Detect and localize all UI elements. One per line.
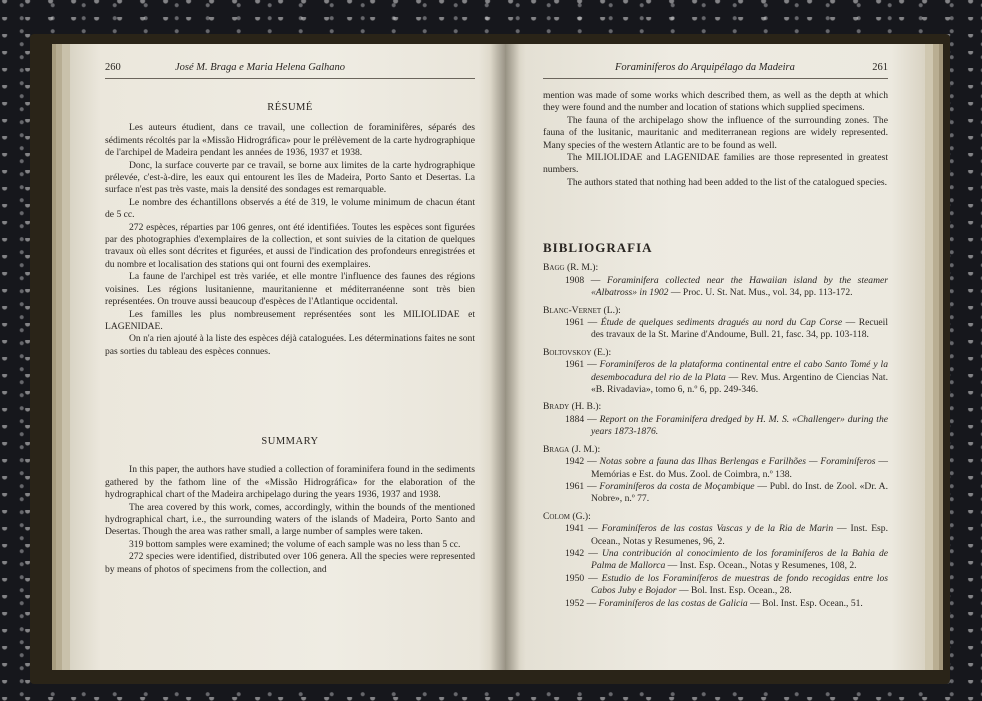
right-running-header — [543, 62, 888, 79]
bibliography-entry — [543, 359, 888, 396]
left-page-number: 260 — [105, 62, 121, 73]
summary-section — [105, 436, 475, 576]
bibliography-author: Colom (G.): — [543, 510, 591, 522]
entry-dash: — — [584, 274, 608, 286]
entry-title: Una contribución al conocimiento de los foraminíferos de la Bahia de Palma de Mallorca — [591, 547, 888, 572]
entry-year: 1884 — [565, 413, 585, 425]
summary-paragraph: The authors stated that nothing had been added to the list of the catalogued species. — [567, 176, 887, 188]
bibliography-entry — [543, 481, 888, 506]
resume-paragraph: La faune de l'archipel est très variée, et elle montre l'influence des faunes des régions voisines. Les régions lusitanienne, mauritanienne et méditerranéenne sont très bien représentées. On trouve aussi beaucoup d'espèces de l'Atlantique occidental. — [105, 271, 475, 308]
bibliography-author: Braga (J. M.): — [543, 443, 601, 455]
right-page — [505, 44, 925, 670]
bibliography-entry — [543, 317, 888, 342]
entry-publication: — Bol. Inst. Esp. Ocean., 28. — [676, 585, 792, 597]
entry-publication: — Bol. Inst. Esp. Ocean., 51. — [747, 597, 863, 609]
resume-paragraph: Les familles les plus nombreusement représentées sont les MILIOLIDAE et LAGENIDAE. — [105, 308, 475, 332]
right-page-number: 261 — [872, 62, 888, 73]
entry-year: 1908 — [565, 274, 585, 286]
bibliography-author: Blanc-Vernet (L.): — [543, 304, 621, 316]
entry-year: 1961 — [565, 480, 585, 492]
entry-title: Foraminíferos de las costas Vascas y de la Ria de Marin — [601, 523, 834, 535]
entry-publication: — Recueil des travaux de la St. Marine d'Andoume, Bull. 21, fasc. 34, pp. 103-118. — [591, 317, 888, 341]
bibliography-title: BIBLIOGRAFIA — [543, 240, 653, 255]
resume-paragraph: On n'a rien ajouté à la liste des espèces déjà cataloguées. Les déterminations faites ne sont pas sorties du tableau des espèces connues. — [105, 333, 475, 357]
resume-title: RÉSUMÉ — [267, 102, 313, 113]
left-header-text: José M. Braga e Maria Helena Galhano — [175, 62, 346, 73]
entry-title: Étude de quelques sediments dragués au nord du Cap Corse — [600, 317, 843, 329]
entry-title: Report on the Foraminifera dredged by H. M. S. «Challenger» during the years 1873-1876. — [591, 413, 888, 438]
bibliography-author: Brady (H. B.): — [543, 401, 602, 413]
summary-paragraph: mention was made of some works which described them, as well as the depth at which they were found and the number and location of stations which supplied specimens. — [543, 90, 888, 114]
bibliography-entry — [543, 414, 888, 439]
bibliography-entry — [543, 275, 888, 300]
entry-title: Foraminíferos da costa de Moçambique — [599, 480, 755, 492]
entry-publication: — Inst. Esp. Ocean., Notas y Resumenes, 96, 2. — [591, 523, 888, 547]
resume-paragraph: Le nombre des échantillons observés a été de 319, le volume minimum de chacun étant de 5 cc. — [105, 196, 475, 221]
entry-dash: — — [584, 597, 599, 609]
summary-title: SUMMARY — [261, 436, 319, 447]
resume-section — [105, 102, 475, 358]
entry-title: Foraminifera collected near the Hawaiian island by the steamer «Albatross» in 1902 — [591, 274, 889, 299]
summary-paragraph: The MILIOLIDAE and LAGENIDAE families are those represented in greatest numbers. — [543, 152, 888, 176]
bibliography-section — [543, 242, 888, 610]
entry-title: Foraminíferos de las costas de Galicia — [598, 597, 748, 609]
entry-dash: — — [584, 413, 600, 425]
bibliography-entry — [543, 456, 888, 481]
entry-year: 1942 — [565, 547, 585, 559]
bibliography-entry — [543, 523, 888, 548]
entry-year: 1952 — [565, 597, 585, 609]
entry-title: Foraminíferos de la plataforma continental entre el cabo Santo Tomé y la desembocadura del rio de la Plata — [591, 359, 888, 383]
summary-paragraph: 319 bottom samples were examined; the volume of each sample was no less than 5 cc. — [129, 538, 461, 550]
entry-publication: — Proc. U. St. Nat. Mus., vol. 34, pp. 113-172. — [668, 287, 853, 299]
entry-dash: — — [584, 523, 602, 535]
entry-publication: — Memórias e Est. do Mus. Zool. de Coimbra, n.º 138. — [591, 456, 889, 480]
left-running-header — [105, 62, 475, 79]
entry-year: 1942 — [565, 456, 585, 468]
entry-dash: — — [584, 480, 600, 492]
left-page — [70, 44, 505, 670]
summary-paragraph: The fauna of the archipelago show the influence of the surrounding zones. The fauna of the lusitanic, mauritanic and mediterranean regions are widely represented. Many species of the western Atlantic are to be found as well. — [543, 114, 888, 151]
summary-continued — [543, 90, 888, 189]
entry-year: 1961 — [565, 359, 585, 371]
right-header-text: Foraminíferos do Arquipélago da Madeira — [615, 62, 795, 73]
entry-dash: — — [584, 572, 602, 584]
entry-publication: — Inst. Esp. Ocean., Notas y Resumenes, 108, 2. — [665, 560, 857, 572]
entry-dash: — — [584, 359, 600, 371]
entry-year: 1941 — [565, 523, 585, 535]
entry-publication: — Rev. Mus. Argentino de Ciencias Nat. «B. Rivadavia», tomo 6, n.º 6, pp. 249-346. — [591, 371, 888, 396]
bibliography-list — [543, 262, 888, 610]
entry-dash: — — [584, 547, 602, 559]
summary-paragraph: 272 species were identified, distributed over 106 genera. All the species were represented by means of photos of specimens from the collection, and — [105, 551, 475, 575]
entry-title: Estudio de los Foraminíferos de muestras de fondo recogidas entre los Cabos Juby e Bojador — [591, 572, 888, 597]
bibliography-entry — [543, 598, 888, 610]
bibliography-author: Bagg (R. M.): — [543, 262, 599, 274]
bibliography-author: Boltovskoy (E.): — [543, 346, 612, 358]
entry-dash: — — [584, 456, 600, 468]
entry-publication: — Publ. do Inst. de Zool. «Dr. A. Nobre», n.º 77. — [591, 480, 889, 505]
summary-paragraph: The area covered by this work, comes, accordingly, within the bounds of the mentioned hydrographical chart, i.e., the surrounding waters of the islands of Madeira, Porto Santo and Desertas. Though the area was rather small, a large number of samples were taken. — [105, 501, 475, 538]
resume-paragraph: 272 espèces, réparties par 106 genres, ont été identifiées. Toutes les espèces sont figurées par des photographies d'exemplaires de la collection, et sont suivies de la citation de quelques travaux où elles sont décrites et figurées, et aussi de l'indication des profondeurs enregistrées et du nombre et localisation des stations qui ont fourni des exemplaires. — [105, 221, 475, 270]
summary-paragraph: In this paper, the authors have studied a collection of foraminifera found in the sediments gathered by the fathom line of the «Missão Hidrográfica» for the elaboration of the hydrographical chart of the Madeira archipelago during the years 1936, 1937 and 1938. — [105, 464, 475, 501]
entry-year: 1950 — [565, 572, 585, 584]
entry-dash: — — [584, 317, 601, 329]
entry-title: Notas sobre a fauna das Ilhas Berlengas e Farilhões — Foraminíferos — [599, 456, 876, 468]
bibliography-entry — [543, 573, 888, 598]
entry-year: 1961 — [565, 317, 585, 329]
bibliography-entry — [543, 548, 888, 573]
resume-paragraph: Donc, la surface couverte par ce travail, se borne aux limites de la carte hydrographique prélevée, c'est-à-dire, les eaux qui entourent les îles de Madeira, Porto Santo et Desertas. La surface n'est pas très vaste, mais la densité des sondages est remarquable. — [105, 159, 475, 196]
resume-paragraph: Les auteurs étudient, dans ce travail, une collection de foraminifères, séparés des sédiments récoltés par la «Missão Hidrográfica» pour le prélèvement de la carte hydrographique de l'archipel de Madeira pendant les années de 1936, 1937 et 1938. — [105, 122, 475, 159]
